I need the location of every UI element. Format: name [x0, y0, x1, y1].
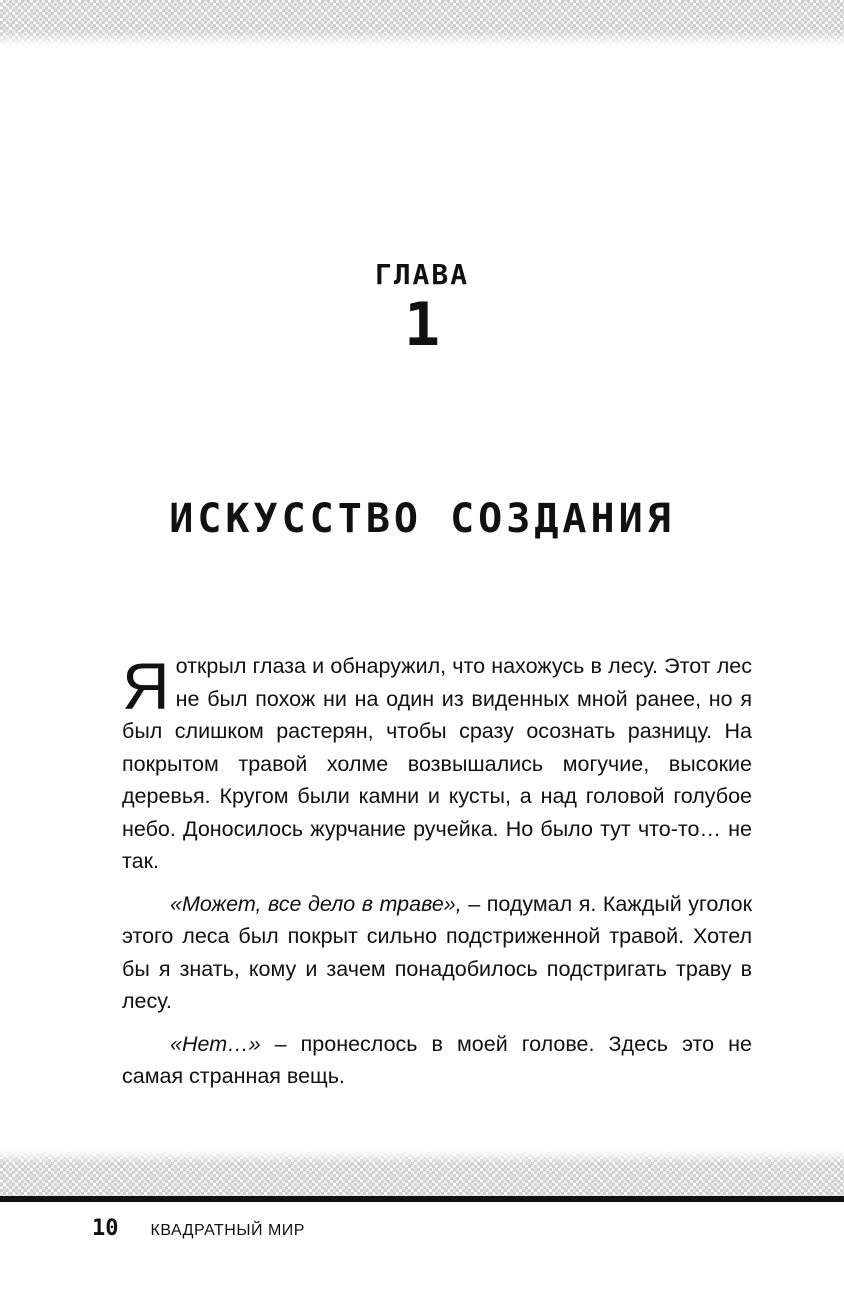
chapter-number: 1	[403, 290, 441, 360]
paragraph-1	[122, 650, 752, 878]
body-text	[122, 650, 752, 1103]
page-footer	[92, 1216, 305, 1246]
paragraph-3-quote: «Нет…»	[170, 1031, 261, 1056]
chapter-title: ИСКУССТВО СОЗДАНИЯ	[169, 496, 675, 542]
bottom-pixel-border	[0, 1150, 844, 1196]
paragraph-2	[122, 888, 752, 1018]
paragraph-2-text: – подумал я. Каждый уголок этого леса был покрыт сильно подстриженной травой. Хотел бы я знать, кому и зачем понадобилось подстригать траву в лесу.	[122, 891, 753, 1013]
paragraph-1-text: открыл глаза и обнаружил, что нахожусь в лесу. Этот лес не был похож ни на один из виденных мной ранее, но я был слишком растерян, чтобы сразу осознать разницу. На покрытом травой холме возвышались могучие, высокие деревья. Кругом были камни и кусты, а над головой голубое небо. Доносилось журчание ручейка. Но было тут что-то… не так.	[122, 654, 752, 873]
paragraph-2-quote: «Может, все дело в траве»,	[170, 891, 462, 916]
chapter-label: ГЛАВА	[374, 258, 470, 291]
paragraph-3	[122, 1028, 752, 1093]
running-title: КВАДРАТНЫЙ МИР	[150, 1222, 305, 1239]
top-pixel-border	[0, 0, 844, 46]
page-number: 10	[92, 1216, 119, 1241]
drop-cap: Я	[122, 649, 170, 723]
paragraph-3-text: – пронеслось в моей голове. Здесь это не самая странная вещь.	[122, 1031, 752, 1088]
footer-rule	[0, 1196, 844, 1202]
